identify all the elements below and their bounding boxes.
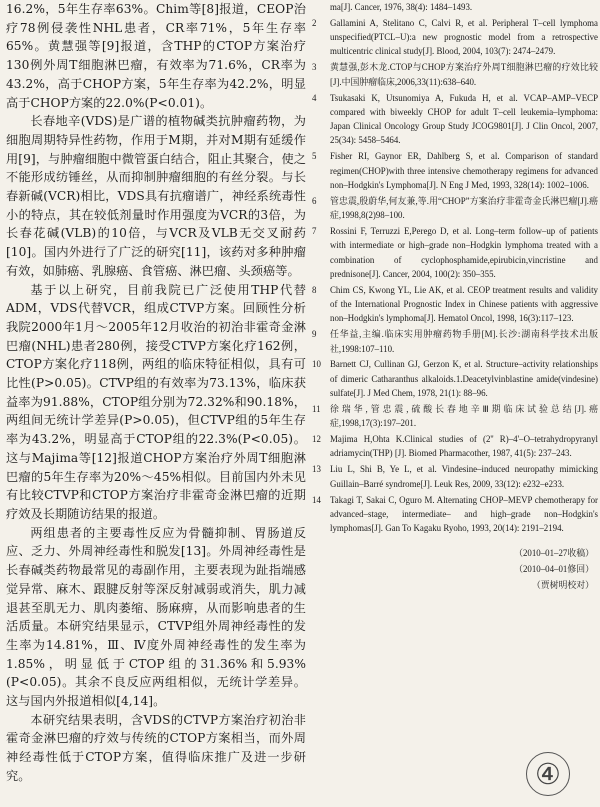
body-text-column (6, 0, 306, 786)
reference-item (310, 493, 598, 536)
reference-number: 13 (312, 464, 321, 475)
reference-item (310, 149, 598, 192)
reference-text: 徐瑞华,管忠震,硫酸长春地辛Ⅲ期临床试验总结[J].癌症,1998,17(3):197–201. (330, 403, 598, 429)
reference-item (310, 327, 598, 356)
reference-text: Tsukasaki K, Utsunomiya A, Fukuda H, et al. VCAP–AMP–VECP compared with biweekly CHOP for adult T–cell leukemia–lymphoma: Japan Clinical Oncology Group Study JCOG9801[J]. J Clin Oncol, 2007, 25(34): 5458–5464. (330, 92, 598, 146)
reference-item (310, 224, 598, 281)
reference-number: 14 (312, 494, 321, 505)
reference-number: 12 (312, 434, 321, 445)
reference-text: Fisher RI, Gaynor ER, Dahlberg S, et al. Comparison of standard regimen(CHOP)with three intensive chemotherapy regimens for advanced non–Hodgkin's Lymphoma[J]. N Eng J Med, 1993, 328(14): 1002–1006. (330, 151, 598, 190)
reference-number: 5 (312, 151, 317, 162)
circled-number-mark (526, 752, 570, 796)
reference-number: 11 (312, 403, 321, 414)
reference-item (310, 91, 598, 148)
reference-text: Rossini F, Terruzzi E,Perego D, et al. Long–term follow–up of patients with intermediate or high–grade non–Hodgkin lymphoma treated with a combination of cyclophosphamide,epirubicin,vincristine and prednisone[J]. Cancer, 2004, 100(2): 350–355. (330, 226, 598, 279)
reference-number: 2 (312, 17, 317, 28)
received-date: （2010–01–27收稿） (514, 548, 594, 559)
reference-text: 任华益,主编.临床实用肿瘤药物手册[M].长沙:湖南科学技术出版社,1998:107–110. (330, 329, 598, 354)
reference-number: 7 (312, 226, 317, 237)
reference-text: 黄慧强,彭木龙.CTOP与CHOP方案治疗外周T细胞淋巴瘤的疗效比较[J].中国肿瘤临床,2006,33(11):638–640. (330, 62, 598, 87)
reference-number: 9 (312, 329, 317, 340)
reference-item (310, 402, 598, 431)
reference-number: 3 (312, 62, 317, 73)
reference-text: ma[J]. Cancer, 1976, 38(4): 1484–1493. (330, 2, 473, 12)
proofreader-note: （贾树明校对） (531, 580, 594, 591)
reference-item (310, 16, 598, 59)
reference-text: Takagi T, Sakai C, Oguro M. Alternating CHOP–MEVP chemotherapy for advanced–stage, intermediate– and high–grade non–Hodgkin's lymphomas[J]. Gan To Kagaku Ryoho, 1993, 20(14): 2191–2194. (330, 494, 598, 534)
reference-item (310, 432, 598, 461)
reference-item (310, 283, 598, 326)
body-paragraph: 基于以上研究，目前我院已广泛使用THP代替ADM，VDS代替VCR，组成CTVP方案。回顾性分析我院2000年1月～2005年12月收治的初治非霍奇金淋巴瘤(NHL)患者280例，接受CTVP方案化疗162例，CTOP方案化疗118例，两组的临床特征相似，具有可比性(P>0.05)。CTVP组的有效率为73.13%，临床获益率为91.88%，CTOP组分别为72.32%和90.18%，两组间无统计学差异(P>0.05)，但CTVP组的5年生存率为43.2%，明显高于CTOP组的22.3%(P<0.05)。这与Majima等[12]报道CHOP方案治疗外周T细胞淋巴瘤的5年生存率为20%～45%相似。目前国内外未见有比较CTVP和CTOP方案治疗非霍奇金淋巴瘤的近期疗效及长期随访结果的报道。 (6, 282, 306, 521)
body-paragraph: 长春地辛(VDS)是广谱的植物碱类抗肿瘤药物，为细胞周期特异性药物，作用于M期，并对M期有延缓作用[9]，与肿瘤细胞中微管蛋白结合，阻止其聚合，使之不能形成纺锤丝，从而抑制肿瘤细胞的有丝分裂。与长春新碱(VCR)相比，VDS具有抗瘤谱广，神经系统毒性小的特点，其在较低剂量时作用强度为VCR的3倍，为长春花碱(VLB)的10倍，与VCR及VLB无交叉耐药[10]。国内外进行了广泛的研究[11]，该药对多种肿瘤有效，如肺癌、乳腺癌、食管癌、淋巴瘤、头颈癌等。 (6, 114, 306, 278)
reference-number: 6 (312, 195, 317, 206)
reference-item (310, 60, 598, 89)
reference-text: Liu L, Shi B, Ye L, et al. Vindesine–induced neuropathy mimicking Guillain–Barré syndrome[J]. Leuk Res, 2009, 33(12): e232–e233. (330, 464, 598, 489)
reference-number: 10 (312, 359, 321, 370)
reference-text: 管忠震,殷蔚华,何友兼,等.用“CHOP”方案治疗非霍奇金氏淋巴瘤[J].癌症,1998,8(2)98–100. (330, 195, 598, 221)
body-paragraph: 两组患者的主要毒性反应为骨髓抑制、胃肠道反应、乏力、外周神经毒性和脱发[13]。外周神经毒性是长春碱类药物最常见的毒副作用，主要表现为趾指端感觉异常、麻木、跟腱反射等深反射减弱或消失，肌力减退甚至肌无力、肌肉萎缩、肠麻痹，从而影响患者的生活质量。本研究结果显示，CTVP组外周神经毒性的发生率为14.81%，Ⅲ、Ⅳ度外周神经毒性的发生率为1.85%，明显低于CTOP组的31.36%和5.93%(P<0.05)。其余不良反应两组相似，无统计学差异。这与国内外报道相似[4,14]。 (6, 525, 306, 709)
reference-item (310, 462, 598, 491)
reference-text: Barnett CJ, Cullinan GJ, Gerzon K, et al. Structure–activity relationships of dimeric Catharanthus alkaloids.1.Deacetylvinblastine amide(vindesine) sulfate[J]. J Med Chem, 1978, 21(1): 88–96. (330, 359, 598, 399)
reference-number: 8 (312, 284, 317, 295)
body-paragraph: 16.2%，5年生存率63%。Chim等[8]报道，CEOP治疗78例侵袭性NHL患者，CR率71%，5年生存率65%。黄慧强等[9]报道，含THP的CTOP方案治疗130例外周T细胞淋巴瘤，有效率为71.6%，CR率为43.2%，高于CHOP方案，5年生存率为42.2%，明显高于CHOP方案的22.0%(P<0.01)。 (6, 2, 306, 110)
reference-item (310, 0, 598, 14)
revised-date: （2010–04–01修回） (514, 564, 594, 575)
reference-number (310, 0, 330, 14)
reference-number: 4 (312, 92, 317, 103)
body-paragraph: 本研究结果表明，含VDS的CTVP方案治疗初治非霍奇金淋巴瘤的疗效与传统的CTOP方案相当，而外周神经毒性低于CTOP方案，值得临床推广及进一步研究。 (6, 712, 306, 783)
reference-text: Gallamini A, Stelitano C, Calvi R, et al. Peripheral T–cell lymphoma unspecified(PTCL–U):a new prognostic model from a retrospective multicentric clinical study[J]. Blood, 2004, 103(7): 2474–2479. (330, 17, 598, 57)
reference-item (310, 194, 598, 223)
references-column (310, 0, 598, 593)
reference-item (310, 357, 598, 400)
reference-text: Chim CS, Kwong YL, Lie AK, et al. CEOP treatment results and validity of the International Prognostic Index in Chinese patients with aggressive non–Hodgkin's lymphoma[J]. Hematol Oncol, 1998, 16(3):117–123. (330, 284, 598, 324)
reference-text: Majima H,Ohta K.Clinical studies of (2'' R)–4'–O–tetrahydropyranyl adriamycin(THP) [J]. Biomed Pharmacother, 1987, 41(5): 237–243. (330, 434, 598, 459)
article-dates (310, 545, 598, 593)
circled-number-text: ④ (535, 756, 561, 791)
